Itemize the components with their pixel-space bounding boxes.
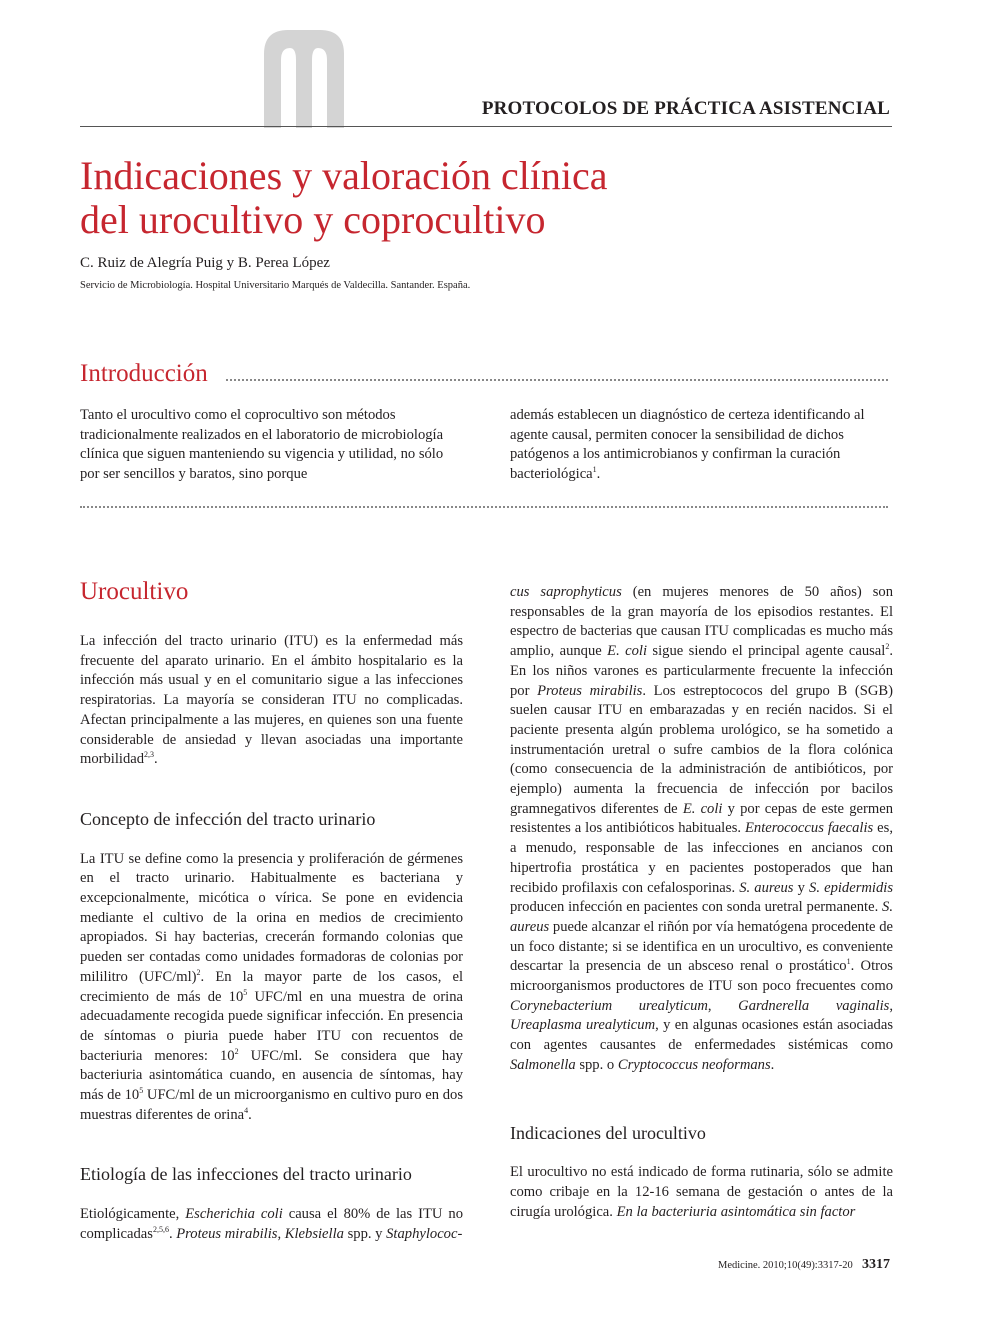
indicaciones-heading: Indicaciones del urocultivo xyxy=(510,1122,706,1143)
concepto-heading: Concepto de infección del tracto urinario xyxy=(80,808,376,829)
etiologia-continued-paragraph: cus saprophyticus (en mujeres menores de 50 años) son responsables de la gran mayoría de los episodios restantes. El espectro de bacterias que causan ITU complicadas es mucho más amplio, aunque E. coli sigue siendo el principal agente causal$^2$. En los niños varones es particularmente frecuente la infección por Proteus mirabilis. Los estreptococos del grupo B (SGB) suelen causar ITU en embarazadas y en recién nacidos. Si el paciente presenta algún problema urológico, se ha sometido a instrumentación uretral o sufre cambios de la flora colónica (como consecuencia de la administración de antibióticos, por ejemplo) aumenta la frecuencia de infección por bacilos gramnegativos diferentes de E. coli y por cepas de este germen resistentes a los antibióticos habituales. Enterococcus faecalis es, a menudo, responsable de las infecciones en ancianos con hipertrofia prostática y en pacientes postoperados que han recibido profilaxis con cefalosporinas. S. aureus y S. epidermidis producen infección en pacientes con sonda uretral permanente. S. aureus puede alcanzar el riñón por vía hematógena procedente de un foco distante; si se identifica en un urocultivo, es conveniente descartar la presencia de un absceso renal o prostático$^1$. Otros microorganismos productores de ITU son poco frecuentes como Corynebacterium urealyticum, Gardnerella vaginalis, Ureaplasma urealyticum, y en algunas ocasiones están asociadas con agentes causantes de enfermedades sistémicas como Salmonella spp. o Cryptococcus neoformans. xyxy=(510,584,894,1073)
intro-left-text: Tanto el urocultivo como el coprocultivo son métodos tradicionalmente realizados en el laboratorio de microbiología clínica que siguen manteniendo su vigencia y utilidad, no sólo por ser sencillos y baratos, sino porque xyxy=(80,407,444,483)
title-line-2: del urocultivo y coprocultivo xyxy=(80,197,546,242)
authors: C. Ruiz de Alegría Puig y B. Perea López xyxy=(80,255,330,271)
etiologia-paragraph: Etiológicamente, Escherichia coli causa el 80% de las ITU no complicadas$^{2,5,6}$. Proteus mirabilis, Klebsiella spp. y Staphylococ- xyxy=(80,1206,463,1242)
left-column xyxy=(80,632,463,1245)
right-column xyxy=(510,583,893,1222)
urocultivo-heading: Urocultivo xyxy=(80,578,189,605)
indicaciones-paragraph: El urocultivo no está indicado de forma rutinaria, sólo se admite como cribaje en la 12-16 semana de gestación o antes de la cirugía urológica. En la bacteriuria asintomática sin factor xyxy=(510,1164,893,1220)
header-rule xyxy=(80,126,892,127)
title-line-1: Indicaciones y valoración clínica xyxy=(80,153,608,198)
section-header: PROTOCOLOS DE PRÁCTICA ASISTENCIAL xyxy=(481,98,890,119)
dotted-leader xyxy=(226,379,888,381)
urocultivo-paragraph: La infección del tracto urinario (ITU) es la enfermedad más frecuente del aparato urinario. En el ámbito hospitalario es la infección más usual y en el comunitario sigue a las infecciones respiratorias. La mayoría se consideran ITU no complicadas. Afectan principalmente a las mujeres, en quienes son una fuente considerable de ansiedad y llevan asociadas una importante morbilidad$^{2,3}$. xyxy=(80,633,463,768)
concepto-paragraph: La ITU se define como la presencia y proliferación de gérmenes en el tracto urinario. Habitualmente es bacteriana y excepcionalmente, micótica o vírica. Se pone en evidencia mediante el cultivo de la orina en medios de crecimiento apropiados. Si hay bacterias, crecerán formando colonias que pueden ser contadas como unidades formadoras de colonias por mililitro $(UFC/ml)^2$. En la mayor parte de los casos, el crecimiento de más de $10^5$ UFC/ml en una muestra de orina adecuadamente recogida puede significar infección. En presencia de síntomas o piuria puede haber ITU con recuentos de bacteriuria menores: $10^2$ UFC/ml. Se considera que hay bacteriuria asintomática cuando, en ausencia de síntomas, hay más de $10^5$ UFC/ml de un microorganismo en cultivo puro en dos muestras diferentes de orina$^4$. xyxy=(80,850,464,1123)
dotted-separator xyxy=(80,506,888,508)
article-title xyxy=(80,154,840,242)
affiliation: Servicio de Microbiología. Hospital Universitario Marqués de Valdecilla. Santander. España. xyxy=(80,280,471,291)
introduccion-heading: Introducción xyxy=(80,360,208,387)
footer-citation: Medicine. 2010;10(49):3317-20 xyxy=(718,1260,853,1271)
intro-right-text: además establecen un diagnóstico de certeza identificando al agente causal, permiten conocer la sensibilidad de dichos patógenos a los antimicrobianos y confirman la curación bacteriológica$^1$. xyxy=(510,407,865,483)
page-number: 3317 xyxy=(862,1257,890,1272)
etiologia-heading: Etiología de las infecciones del tracto urinario xyxy=(80,1164,412,1185)
